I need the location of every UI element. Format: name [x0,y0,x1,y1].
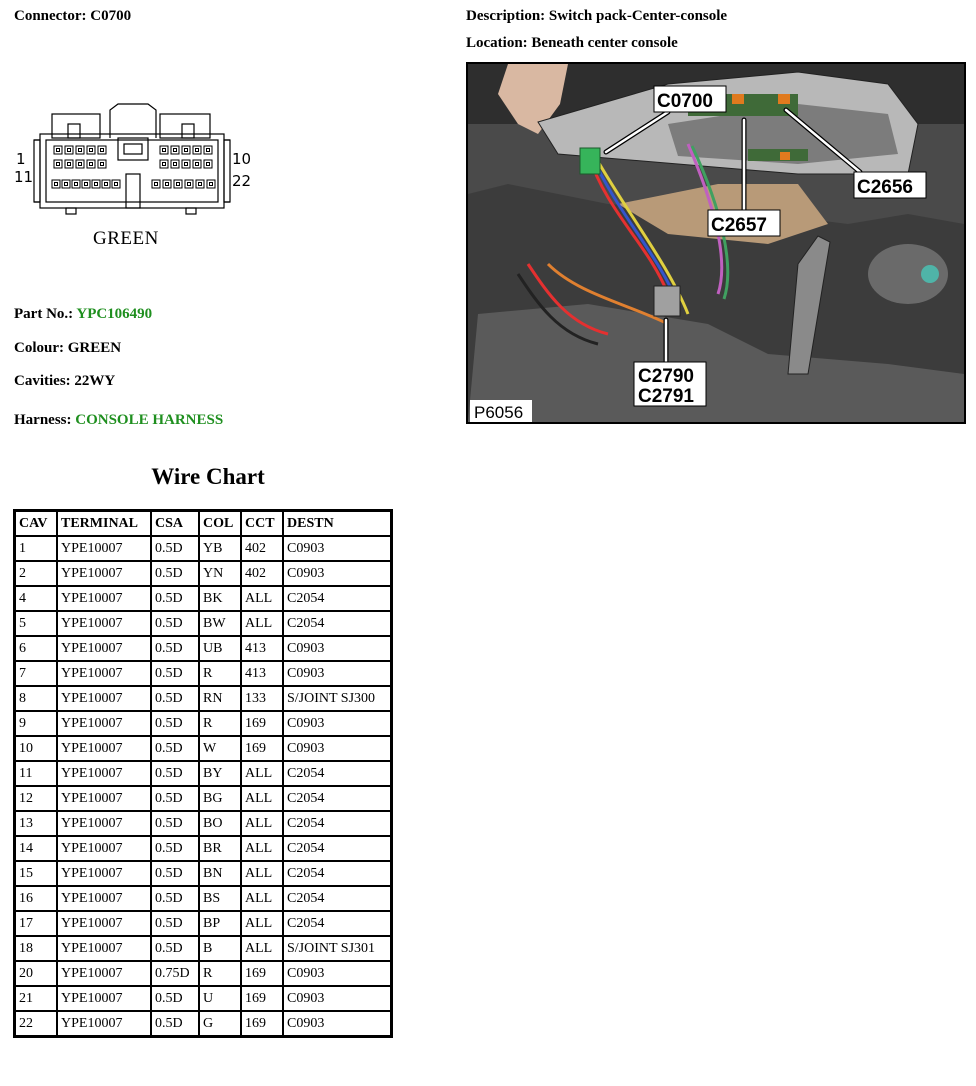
cavities-label: Cavities: [14,373,71,389]
table-row [15,661,392,686]
cell-cav: 5 [15,611,58,636]
location-photo [466,62,966,424]
cell-terminal: YPE10007 [57,936,151,961]
header-destn: DESTN [283,511,392,537]
harness-line [14,412,223,429]
cell-destn: C0903 [283,561,392,586]
header-col: COL [199,511,241,537]
table-row [15,811,392,836]
cell-cav: 8 [15,686,58,711]
cell-cav: 15 [15,861,58,886]
table-row [15,986,392,1011]
cell-csa: 0.5D [151,586,199,611]
table-row [15,686,392,711]
cell-destn: C2054 [283,911,392,936]
cell-destn: C2054 [283,761,392,786]
cell-cav: 10 [15,736,58,761]
cell-terminal: YPE10007 [57,686,151,711]
pin-label-10: 10 [232,150,252,168]
table-row [15,936,392,961]
connector-title [14,8,131,25]
cell-col: BW [199,611,241,636]
cell-col: BY [199,761,241,786]
cell-col: R [199,961,241,986]
callout-c2656: C2656 [857,177,913,198]
cell-terminal: YPE10007 [57,611,151,636]
cell-cav: 17 [15,911,58,936]
location-line [466,35,678,52]
cell-destn: C2054 [283,886,392,911]
callout-c0700: C0700 [657,91,713,112]
cell-destn: C0903 [283,711,392,736]
cell-col: BS [199,886,241,911]
cell-col: R [199,711,241,736]
cell-col: UB [199,636,241,661]
cell-destn: S/JOINT SJ300 [283,686,392,711]
cell-cav: 12 [15,786,58,811]
cell-destn: C0903 [283,536,392,561]
cell-cav: 21 [15,986,58,1011]
cavities-line [14,373,115,390]
cell-col: YB [199,536,241,561]
cell-cav: 7 [15,661,58,686]
harness-label: Harness: [14,412,72,428]
cell-terminal: YPE10007 [57,886,151,911]
header-csa: CSA [151,511,199,537]
cell-destn: C2054 [283,786,392,811]
cell-csa: 0.5D [151,561,199,586]
callout-c2791: C2791 [638,386,694,407]
cell-csa: 0.5D [151,786,199,811]
table-row [15,911,392,936]
cell-cct: ALL [241,936,283,961]
cell-cct: 169 [241,1011,283,1037]
cell-destn: S/JOINT SJ301 [283,936,392,961]
connector-value: C0700 [90,8,132,24]
cell-cct: 413 [241,636,283,661]
cell-cav: 18 [15,936,58,961]
wire-chart-body [15,536,392,1037]
cell-cct: ALL [241,811,283,836]
cell-cct: 413 [241,661,283,686]
cell-terminal: YPE10007 [57,661,151,686]
cell-terminal: YPE10007 [57,1011,151,1037]
cell-col: BK [199,586,241,611]
wire-chart-header-row [15,511,392,537]
cell-csa: 0.5D [151,711,199,736]
cell-cct: ALL [241,761,283,786]
header-cav: CAV [15,511,58,537]
cell-csa: 0.5D [151,736,199,761]
header-terminal: TERMINAL [57,511,151,537]
cell-col: BG [199,786,241,811]
cell-terminal: YPE10007 [57,911,151,936]
table-row [15,761,392,786]
cell-cav: 1 [15,536,58,561]
cell-cct: 402 [241,561,283,586]
cell-cct: 133 [241,686,283,711]
cell-col: BP [199,911,241,936]
description-line [466,8,727,25]
figure-id: P6056 [474,403,524,422]
cell-cav: 20 [15,961,58,986]
cell-cct: 169 [241,986,283,1011]
cell-cct: 169 [241,736,283,761]
cell-col: RN [199,686,241,711]
cell-cav: 11 [15,761,58,786]
description-value: Switch pack-Center-console [548,8,728,24]
cell-cct: ALL [241,836,283,861]
cell-destn: C2054 [283,611,392,636]
cell-cct: ALL [241,861,283,886]
location-value: Beneath center console [531,35,678,51]
harness-value: CONSOLE HARNESS [75,412,224,428]
cell-csa: 0.5D [151,861,199,886]
cell-csa: 0.5D [151,611,199,636]
cell-cct: 169 [241,961,283,986]
cell-terminal: YPE10007 [57,836,151,861]
cell-cav: 2 [15,561,58,586]
connector-label: Connector: [14,8,87,24]
cell-terminal: YPE10007 [57,761,151,786]
cell-terminal: YPE10007 [57,536,151,561]
cell-cav: 22 [15,1011,58,1037]
cell-col: B [199,936,241,961]
cell-terminal: YPE10007 [57,586,151,611]
cell-csa: 0.5D [151,1011,199,1037]
cell-col: YN [199,561,241,586]
cell-destn: C2054 [283,586,392,611]
cell-terminal: YPE10007 [57,961,151,986]
cell-csa: 0.5D [151,661,199,686]
cell-destn: C0903 [283,1011,392,1037]
connector-face-diagram [10,100,270,260]
table-row [15,861,392,886]
header-cct: CCT [241,511,283,537]
table-row [15,536,392,561]
cell-terminal: YPE10007 [57,636,151,661]
cell-destn: C0903 [283,986,392,1011]
cell-col: U [199,986,241,1011]
cell-col: BN [199,861,241,886]
cell-cav: 6 [15,636,58,661]
table-row [15,561,392,586]
cell-cav: 9 [15,711,58,736]
table-row [15,736,392,761]
callout-c2790: C2790 [638,366,694,387]
cell-col: W [199,736,241,761]
cell-csa: 0.5D [151,986,199,1011]
pin-label-22: 22 [232,172,252,190]
cell-destn: C2054 [283,861,392,886]
cell-cav: 4 [15,586,58,611]
cell-csa: 0.75D [151,961,199,986]
cell-csa: 0.5D [151,811,199,836]
cell-csa: 0.5D [151,636,199,661]
table-row [15,1011,392,1037]
cell-destn: C2054 [283,836,392,861]
cell-csa: 0.5D [151,836,199,861]
cell-terminal: YPE10007 [57,861,151,886]
cell-terminal: YPE10007 [57,736,151,761]
cell-destn: C0903 [283,961,392,986]
cell-csa: 0.5D [151,686,199,711]
cavities-value: 22WY [74,373,116,389]
table-row [15,961,392,986]
cell-destn: C0903 [283,736,392,761]
cell-terminal: YPE10007 [57,561,151,586]
callout-c2657: C2657 [711,215,767,236]
colour-line [14,340,121,357]
colour-value: GREEN [67,340,122,356]
pin-label-1: 1 [16,150,26,168]
cell-col: BR [199,836,241,861]
pin-label-11: 11 [14,168,34,186]
cell-cav: 13 [15,811,58,836]
cell-col: BO [199,811,241,836]
description-label: Description: [466,8,546,24]
cell-cct: 402 [241,536,283,561]
cell-cct: ALL [241,586,283,611]
cell-col: R [199,661,241,686]
cell-cct: ALL [241,786,283,811]
cell-terminal: YPE10007 [57,811,151,836]
cell-csa: 0.5D [151,936,199,961]
colour-label: Colour: [14,340,64,356]
cell-csa: 0.5D [151,911,199,936]
location-label: Location: [466,35,528,51]
part-number-line [14,306,152,323]
part-number-value: YPC106490 [76,306,153,322]
wire-chart-title: Wire Chart [151,464,265,489]
cell-destn: C2054 [283,811,392,836]
cell-cct: ALL [241,611,283,636]
table-row [15,886,392,911]
connector-color-caption: GREEN [93,228,159,249]
cell-terminal: YPE10007 [57,986,151,1011]
table-row [15,636,392,661]
cell-destn: C0903 [283,636,392,661]
part-number-label: Part No.: [14,306,74,322]
table-row [15,836,392,861]
cell-csa: 0.5D [151,761,199,786]
table-row [15,611,392,636]
cell-cav: 14 [15,836,58,861]
cell-cct: ALL [241,886,283,911]
table-row [15,786,392,811]
table-row [15,586,392,611]
cell-terminal: YPE10007 [57,786,151,811]
table-row [15,711,392,736]
cell-destn: C0903 [283,661,392,686]
cell-cct: 169 [241,711,283,736]
cell-col: G [199,1011,241,1037]
cell-cct: ALL [241,911,283,936]
cell-csa: 0.5D [151,536,199,561]
wire-chart-table [13,509,393,1038]
cell-csa: 0.5D [151,886,199,911]
cell-cav: 16 [15,886,58,911]
cell-terminal: YPE10007 [57,711,151,736]
